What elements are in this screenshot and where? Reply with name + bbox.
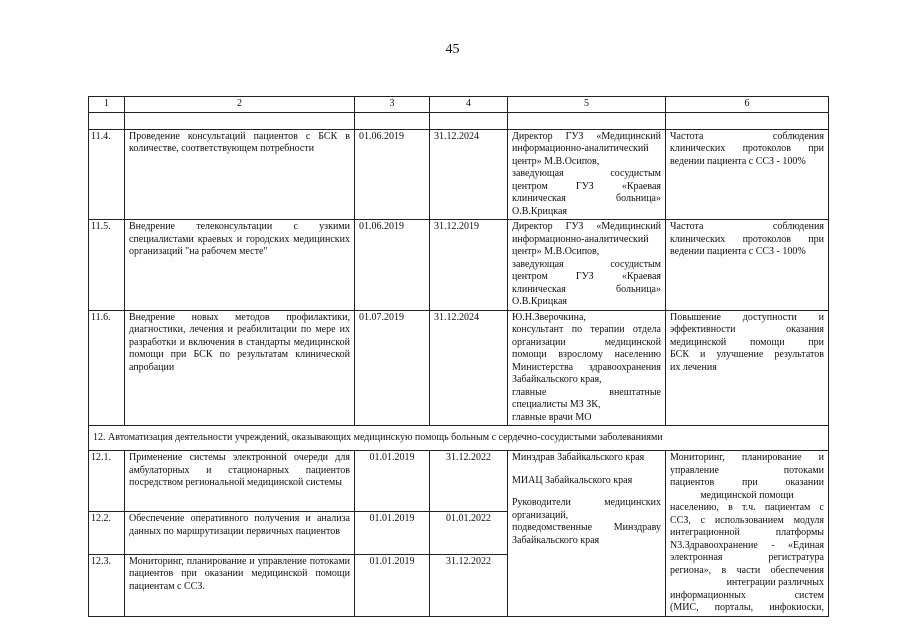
row-number: 11.6. <box>89 310 125 426</box>
start-date: 01.06.2019 <box>355 220 430 311</box>
activity-name: Внедрение телеконсультации с узкими специалистами краевых и городских медицинских организаций "на рабочем месте" <box>125 220 355 311</box>
section-header-row <box>89 426 829 451</box>
responsible: Ю.Н.Зверочкина, консультант по терапии отдела организации медицинской помощи взрослому населению Министерства здравоохранения Забайкальского края, главные внештатные специалисты МЗ ЗК, главные врачи МО <box>508 310 666 426</box>
row-number: 11.4. <box>89 129 125 220</box>
end-date: 31.12.2024 <box>430 129 508 220</box>
start-date: 01.01.2019 <box>355 451 430 512</box>
start-date: 01.01.2019 <box>355 554 430 616</box>
table-row <box>89 310 829 426</box>
responsible: Минздрав Забайкальского края МИАЦ Забайкальского края Руководители медицинских организаций, подведомственные Минздраву Забайкальского края <box>508 451 666 617</box>
header-cell: 5 <box>508 97 666 113</box>
row-number: 12.1. <box>89 451 125 512</box>
header-cell: 4 <box>430 97 508 113</box>
responsible: Директор ГУЗ «Медицинский информационно-аналитический центр» М.В.Осипов, заведующая сосудистым центром ГУЗ «Краевая клиническая больница» О.В.Крицкая <box>508 129 666 220</box>
activity-name: Проведение консультаций пациентов с БСК в количестве, соответствующем потребности <box>125 129 355 220</box>
end-date: 01.01.2022 <box>430 512 508 555</box>
start-date: 01.06.2019 <box>355 129 430 220</box>
activity-name: Применение системы электронной очереди для амбулаторных и стационарных пациентов посредством региональной медицинской системы <box>125 451 355 512</box>
section-title: 12. Автоматизация деятельности учреждений, оказывающих медицинскую помощь больным с сердечно-сосудистыми заболеваниями <box>89 426 829 451</box>
activity-name: Внедрение новых методов профилактики, диагностики, лечения и реабилитации по мере их разработки и включения в стандарты медицинской помощи при БСК по результатам клинической апробации <box>125 310 355 426</box>
row-number: 12.2. <box>89 512 125 555</box>
end-date: 31.12.2019 <box>430 220 508 311</box>
header-cell: 6 <box>666 97 829 113</box>
spacer-row <box>89 112 829 129</box>
page-number: 45 <box>445 42 460 57</box>
header-row <box>89 97 829 113</box>
header-cell: 2 <box>125 97 355 113</box>
expected-result: Мониторинг, планирование и управление потоками пациентов при оказании медицинской помощи населению, в т.ч. пациентам с ССЗ, с использованием модуля интеграционной платформы N3.Здравоохранение - «Единая электронная регистратура региона», в части обеспечения интеграции различных информационных систем (МИС, порталы, инфокиоски, <box>666 451 829 617</box>
end-date: 31.12.2024 <box>430 310 508 426</box>
header-cell: 3 <box>355 97 430 113</box>
table-row <box>89 220 829 311</box>
responsible: Директор ГУЗ «Медицинский информационно-аналитический центр» М.В.Осипов, заведующая сосудистым центром ГУЗ «Краевая клиническая больница» О.В.Крицкая <box>508 220 666 311</box>
start-date: 01.07.2019 <box>355 310 430 426</box>
table-row <box>89 129 829 220</box>
table-row <box>89 451 829 512</box>
end-date: 31.12.2022 <box>430 451 508 512</box>
expected-result: Частота соблюдения клинических протоколов при ведении пациента с ССЗ - 100% <box>666 129 829 220</box>
expected-result: Повышение доступности и эффективности оказания медицинской помощи при БСК и улучшение результатов их лечения <box>666 310 829 426</box>
end-date: 31.12.2022 <box>430 554 508 616</box>
start-date: 01.01.2019 <box>355 512 430 555</box>
plan-table <box>88 96 829 617</box>
activity-name: Мониторинг, планирование и управление потоками пациентов при оказании медицинской помощи пациентам с ССЗ. <box>125 554 355 616</box>
header-cell: 1 <box>89 97 125 113</box>
activity-name: Обеспечение оперативного получения и анализа данных по маршрутизации первичных пациентов <box>125 512 355 555</box>
row-number: 12.3. <box>89 554 125 616</box>
expected-result: Частота соблюдения клинических протоколов при ведении пациента с ССЗ - 100% <box>666 220 829 311</box>
row-number: 11.5. <box>89 220 125 311</box>
